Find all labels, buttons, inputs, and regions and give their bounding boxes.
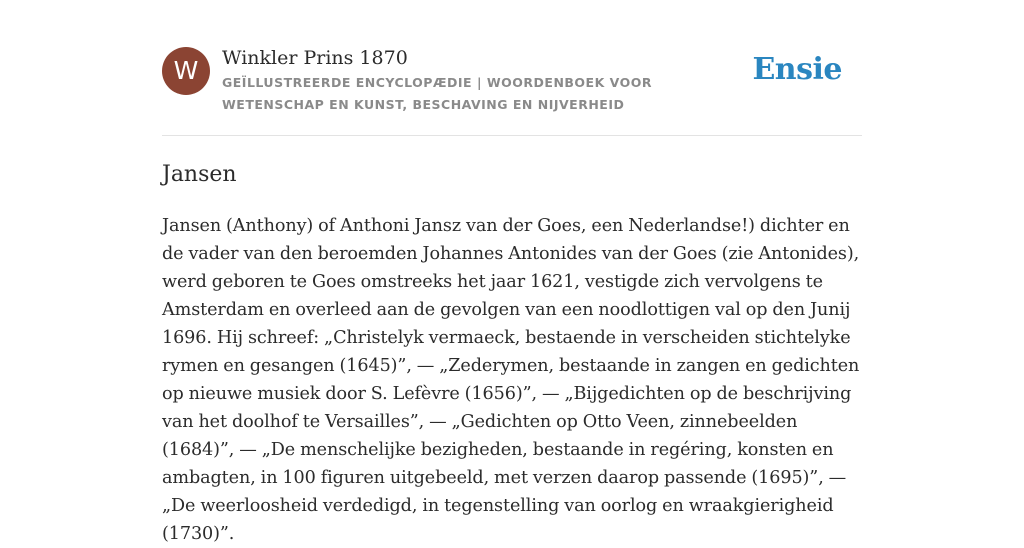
source-header [162, 46, 862, 136]
header-divider [162, 135, 862, 136]
entry-body: Jansen (Anthony) of Anthoni Jansz van der Goes, een Nederlandse!) dichter en de vader van den beroemden Johannes Antonides van der Goes (zie Antonides), werd geboren te Goes omstreeks het jaar 1621, vestigde zich vervolgens te Amsterdam en overleed aan de gevolgen van een noodlottigen val op den Junij 1696. Hij schreef: „Christelyk vermaeck, bestaende in verscheiden stichtelyke rymen en gesangen (1645)”, — „Zederymen, bestaande in zangen en gedichten op nieuwe musiek door S. Lefèvre (1656)”, — „Bijgedichten op de beschrijving van het doolhof te Versailles”, — „Gedichten op Otto Veen, zinnebeelden (1684)”, — „De menschelijke bezigheden, bestaande in regéring, konsten en ambagten, in 100 figuren uitgebeeld, met verzen daarop passende (1695)”, — „De weerloosheid verdedigd, in tegenstelling van oorlog en wraakgierigheid (1730)”. [162, 216, 860, 544]
source-avatar[interactable]: W [162, 47, 210, 95]
source-subtitle: GEÏLLUSTREERDE ENCYCLOPÆDIE | WOORDENBOEK VOOR WETENSCHAP EN KUNST, BESCHAVING EN NIJVERHEID [222, 75, 652, 112]
ensie-logo-link[interactable]: Ensie [752, 52, 842, 87]
source-title[interactable]: Winkler Prins 1870 [222, 47, 408, 69]
entry-title: Jansen [162, 162, 237, 187]
